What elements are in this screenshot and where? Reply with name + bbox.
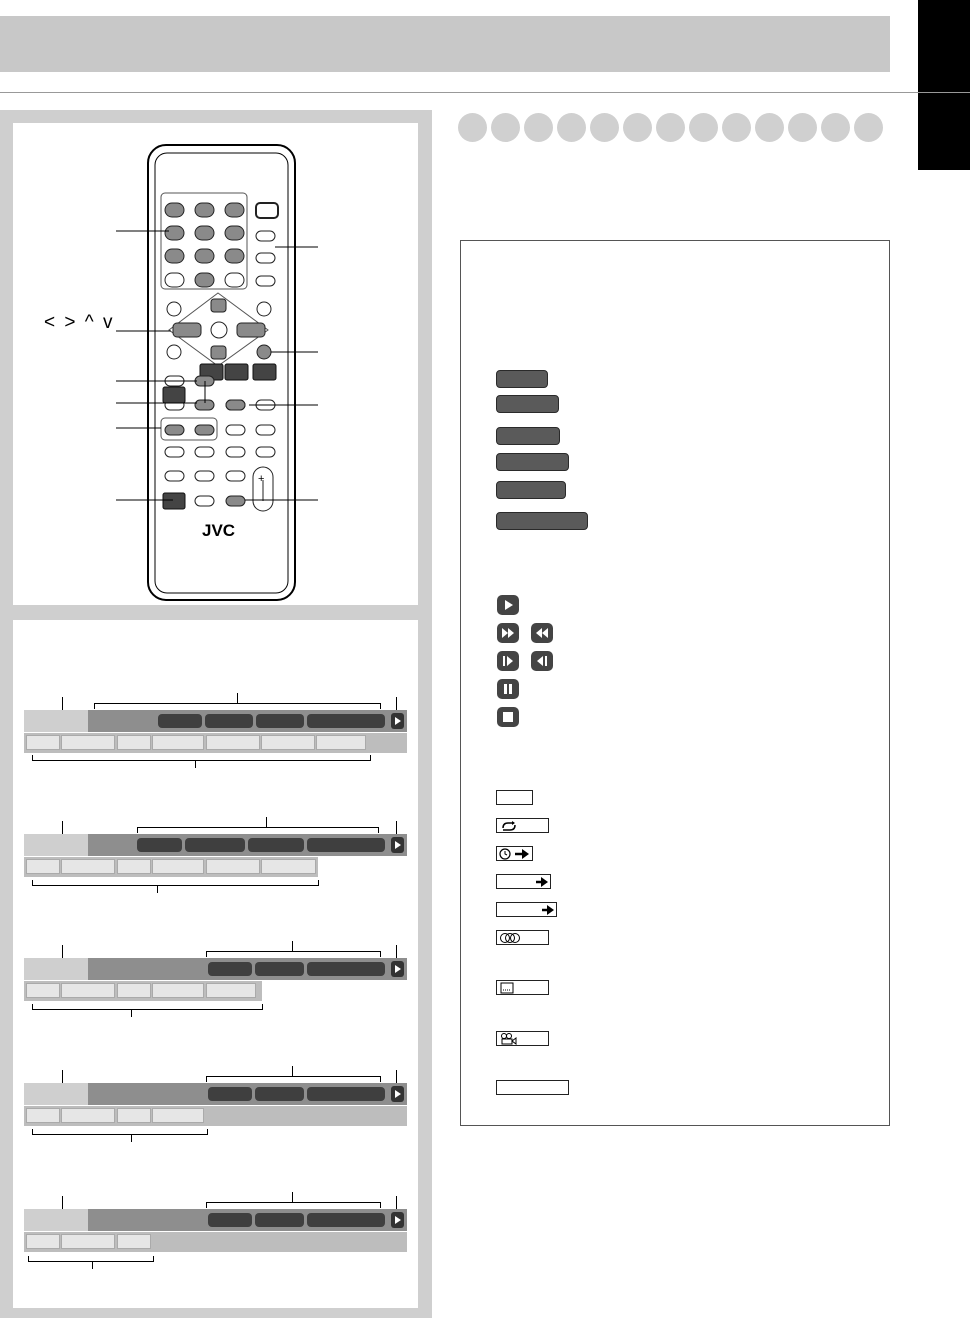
status-pill (496, 453, 569, 471)
legend-box (460, 240, 890, 1126)
stop-icon (497, 707, 519, 727)
remote-control-illustration (13, 123, 418, 605)
time-display-box (496, 790, 533, 805)
repeat-icon (496, 818, 549, 833)
arrow-keys-label: < > ^ v (44, 312, 115, 333)
slow-reverse-icon (531, 651, 553, 671)
angle-icon (496, 1031, 549, 1046)
section-heading-dots (458, 113, 883, 143)
next-arrow-icon (391, 713, 404, 729)
next-arrow-icon (391, 961, 404, 977)
status-pill (496, 481, 566, 499)
pause-icon (497, 679, 519, 699)
next-arrow-icon (391, 837, 404, 853)
slow-forward-icon (497, 651, 519, 671)
time-search-icon (496, 846, 533, 861)
status-pill (496, 395, 559, 413)
play-icon (497, 595, 519, 615)
status-pill (496, 512, 588, 530)
blank-box (496, 1080, 569, 1095)
status-pill (496, 370, 548, 388)
svg-text:+: + (258, 473, 265, 485)
subtitle-icon (496, 980, 549, 995)
fast-reverse-icon (531, 623, 553, 643)
next-arrow-icon (391, 1086, 404, 1102)
language-side-tab (918, 0, 970, 170)
chapter-search-icon (496, 874, 551, 889)
audio-icon (496, 930, 549, 945)
title-search-icon (496, 902, 557, 917)
divider (0, 92, 970, 93)
next-arrow-icon (391, 1212, 404, 1228)
remote-logo: JVC (202, 521, 236, 540)
header-bar (0, 16, 890, 72)
fast-forward-icon (497, 623, 519, 643)
status-pill (496, 427, 560, 445)
